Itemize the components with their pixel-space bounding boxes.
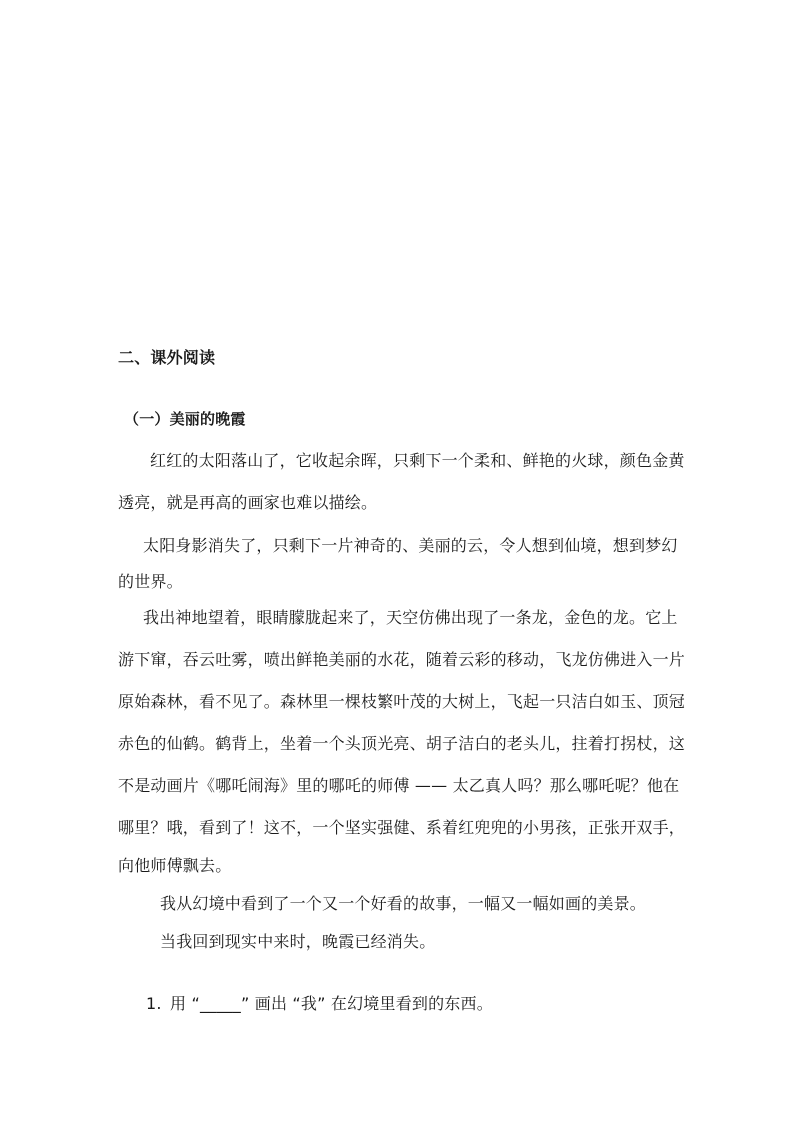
- paragraph-3-line-3: 原始森林，看不见了。森林里一棵枝繁叶茂的大树上，飞起一只洁白如玉、顶冠: [118, 692, 686, 711]
- paragraph-2-line-2: 的世界。: [118, 572, 183, 591]
- paragraph-3-line-2: 游下窜，吞云吐雾，喷出鲜艳美丽的水花，随着云彩的移动，飞龙仿佛进入一片: [118, 650, 686, 669]
- question-text: 用 “_____” 画出 “我” 在幻境里看到的东西。: [170, 994, 493, 1013]
- paragraph-3-line-1: 我出神地望着，眼睛朦胧起来了，天空仿佛出现了一条龙，金色的龙。它上: [143, 608, 678, 627]
- paragraph-3-line-5: 不是动画片《哪吒闹海》里的哪吒的师傅 —— 太乙真人吗？那么哪吒呢？他在: [118, 776, 680, 795]
- passage-title: （一）美丽的晚霞: [124, 410, 246, 428]
- section-heading: 二、课外阅读: [118, 348, 216, 367]
- paragraph-2-line-1: 太阳身影消失了，只剩下一片神奇的、美丽的云，令人想到仙境，想到梦幻: [143, 536, 678, 555]
- paragraph-3-line-6: 哪里？哦，看到了！这不，一个坚实强健、系着红兜兜的小男孩，正张开双手，: [118, 818, 686, 837]
- paragraph-4-line-1: 我从幻境中看到了一个又一个好看的故事，一幅又一幅如画的美景。: [160, 894, 647, 913]
- question-number: 1.: [146, 994, 162, 1013]
- paragraph-1-line-1: 红红的太阳落山了，它收起余晖，只剩下一个柔和、鲜艳的火球，颜色金黄: [150, 451, 685, 470]
- paragraph-1-line-2: 透亮，就是再高的画家也难以描绘。: [118, 493, 378, 512]
- paragraph-3-line-7: 向他师傅飘去。: [118, 856, 232, 875]
- paragraph-5-line-1: 当我回到现实中来时，晚霞已经消失。: [160, 932, 436, 951]
- paragraph-3-line-4: 赤色的仙鹤。鹤背上，坐着一个头顶光亮、胡子洁白的老头儿，拄着打拐杖，这: [118, 734, 686, 753]
